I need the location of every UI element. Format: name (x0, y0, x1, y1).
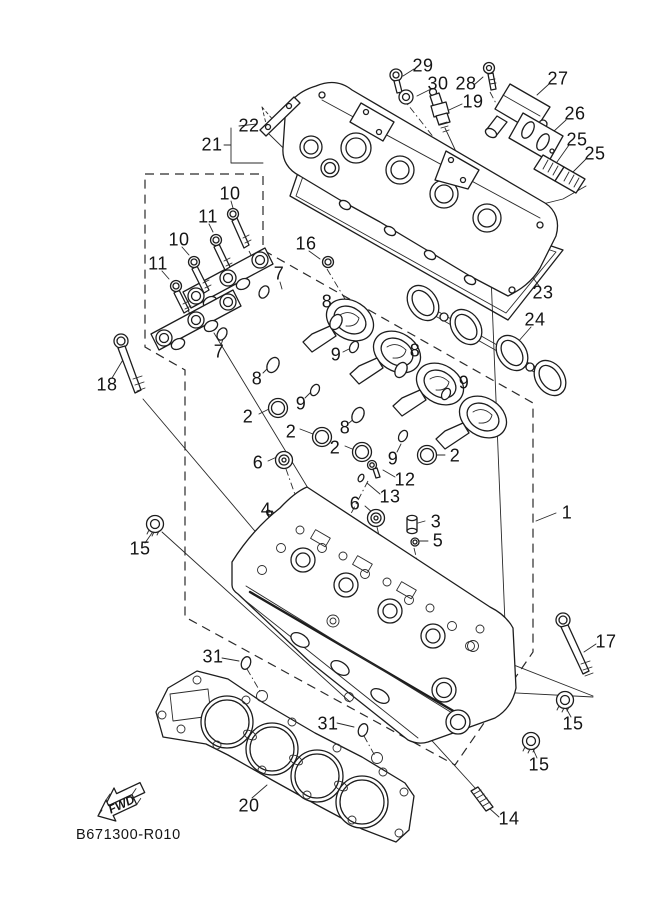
clamps-25 (534, 155, 585, 193)
stud-14 (471, 787, 493, 811)
callout-15: 15 (528, 754, 550, 775)
callout-2: 2 (329, 437, 341, 458)
callout-10: 10 (219, 183, 241, 204)
callout-23: 23 (532, 282, 554, 303)
callout-2: 2 (449, 445, 461, 466)
dowel-3-ring-5 (407, 515, 419, 546)
bolt-29 (390, 69, 402, 93)
drawing-number: B671300-R010 (76, 827, 181, 843)
callout-25: 25 (566, 129, 588, 150)
washer-30 (399, 90, 413, 104)
callout-9: 9 (387, 448, 399, 469)
callout-12: 12 (394, 469, 416, 490)
rocker-arm-units (303, 291, 514, 449)
callout-4: 4 (260, 499, 272, 520)
callout-21: 21 (201, 134, 223, 155)
callout-7: 7 (213, 341, 225, 362)
callout-2: 2 (285, 421, 297, 442)
callout-1: 1 (561, 502, 573, 523)
callout-2: 2 (242, 406, 254, 427)
callout-24: 24 (524, 309, 546, 330)
rocker-shaft-holders (151, 248, 273, 352)
callout-7: 7 (273, 263, 285, 284)
callout-9: 9 (295, 393, 307, 414)
callout-22: 22 (238, 115, 260, 136)
callout-15: 15 (129, 538, 151, 559)
callout-8: 8 (251, 368, 263, 389)
callout-26: 26 (564, 103, 586, 124)
nut-16 (323, 257, 334, 268)
bolt-18 (114, 334, 145, 393)
bolt-28 (484, 63, 497, 91)
callout-6: 6 (349, 493, 361, 514)
callout-13: 13 (379, 486, 401, 507)
callout-16: 16 (295, 233, 317, 254)
callout-8: 8 (321, 291, 333, 312)
callout-28: 28 (455, 73, 477, 94)
bolt-12-pin-13 (357, 461, 380, 483)
callout-25: 25 (584, 143, 606, 164)
callout-19: 19 (462, 91, 484, 112)
callout-14: 14 (498, 808, 520, 829)
callout-31: 31 (317, 713, 339, 734)
callout-10: 10 (168, 229, 190, 250)
callout-11: 11 (198, 206, 218, 227)
fwd-label: FWD (106, 792, 137, 817)
callout-20: 20 (238, 795, 260, 816)
callout-3: 3 (430, 511, 442, 532)
callout-8: 8 (339, 417, 351, 438)
callout-5: 5 (432, 530, 444, 551)
callout-9: 9 (458, 372, 470, 393)
callout-27: 27 (547, 68, 569, 89)
fwd-arrow (98, 783, 145, 821)
callout-8: 8 (409, 340, 421, 361)
bolt-17 (556, 613, 593, 676)
spark-plug-19 (430, 89, 451, 133)
callout-11: 11 (148, 253, 168, 274)
callout-6: 6 (252, 452, 264, 473)
callout-29: 29 (412, 55, 434, 76)
callout-9: 9 (330, 344, 342, 365)
callout-31: 31 (202, 646, 224, 667)
callout-15: 15 (562, 713, 584, 734)
callout-17: 17 (595, 631, 617, 652)
callout-18: 18 (96, 374, 118, 395)
callout-30: 30 (427, 73, 449, 94)
